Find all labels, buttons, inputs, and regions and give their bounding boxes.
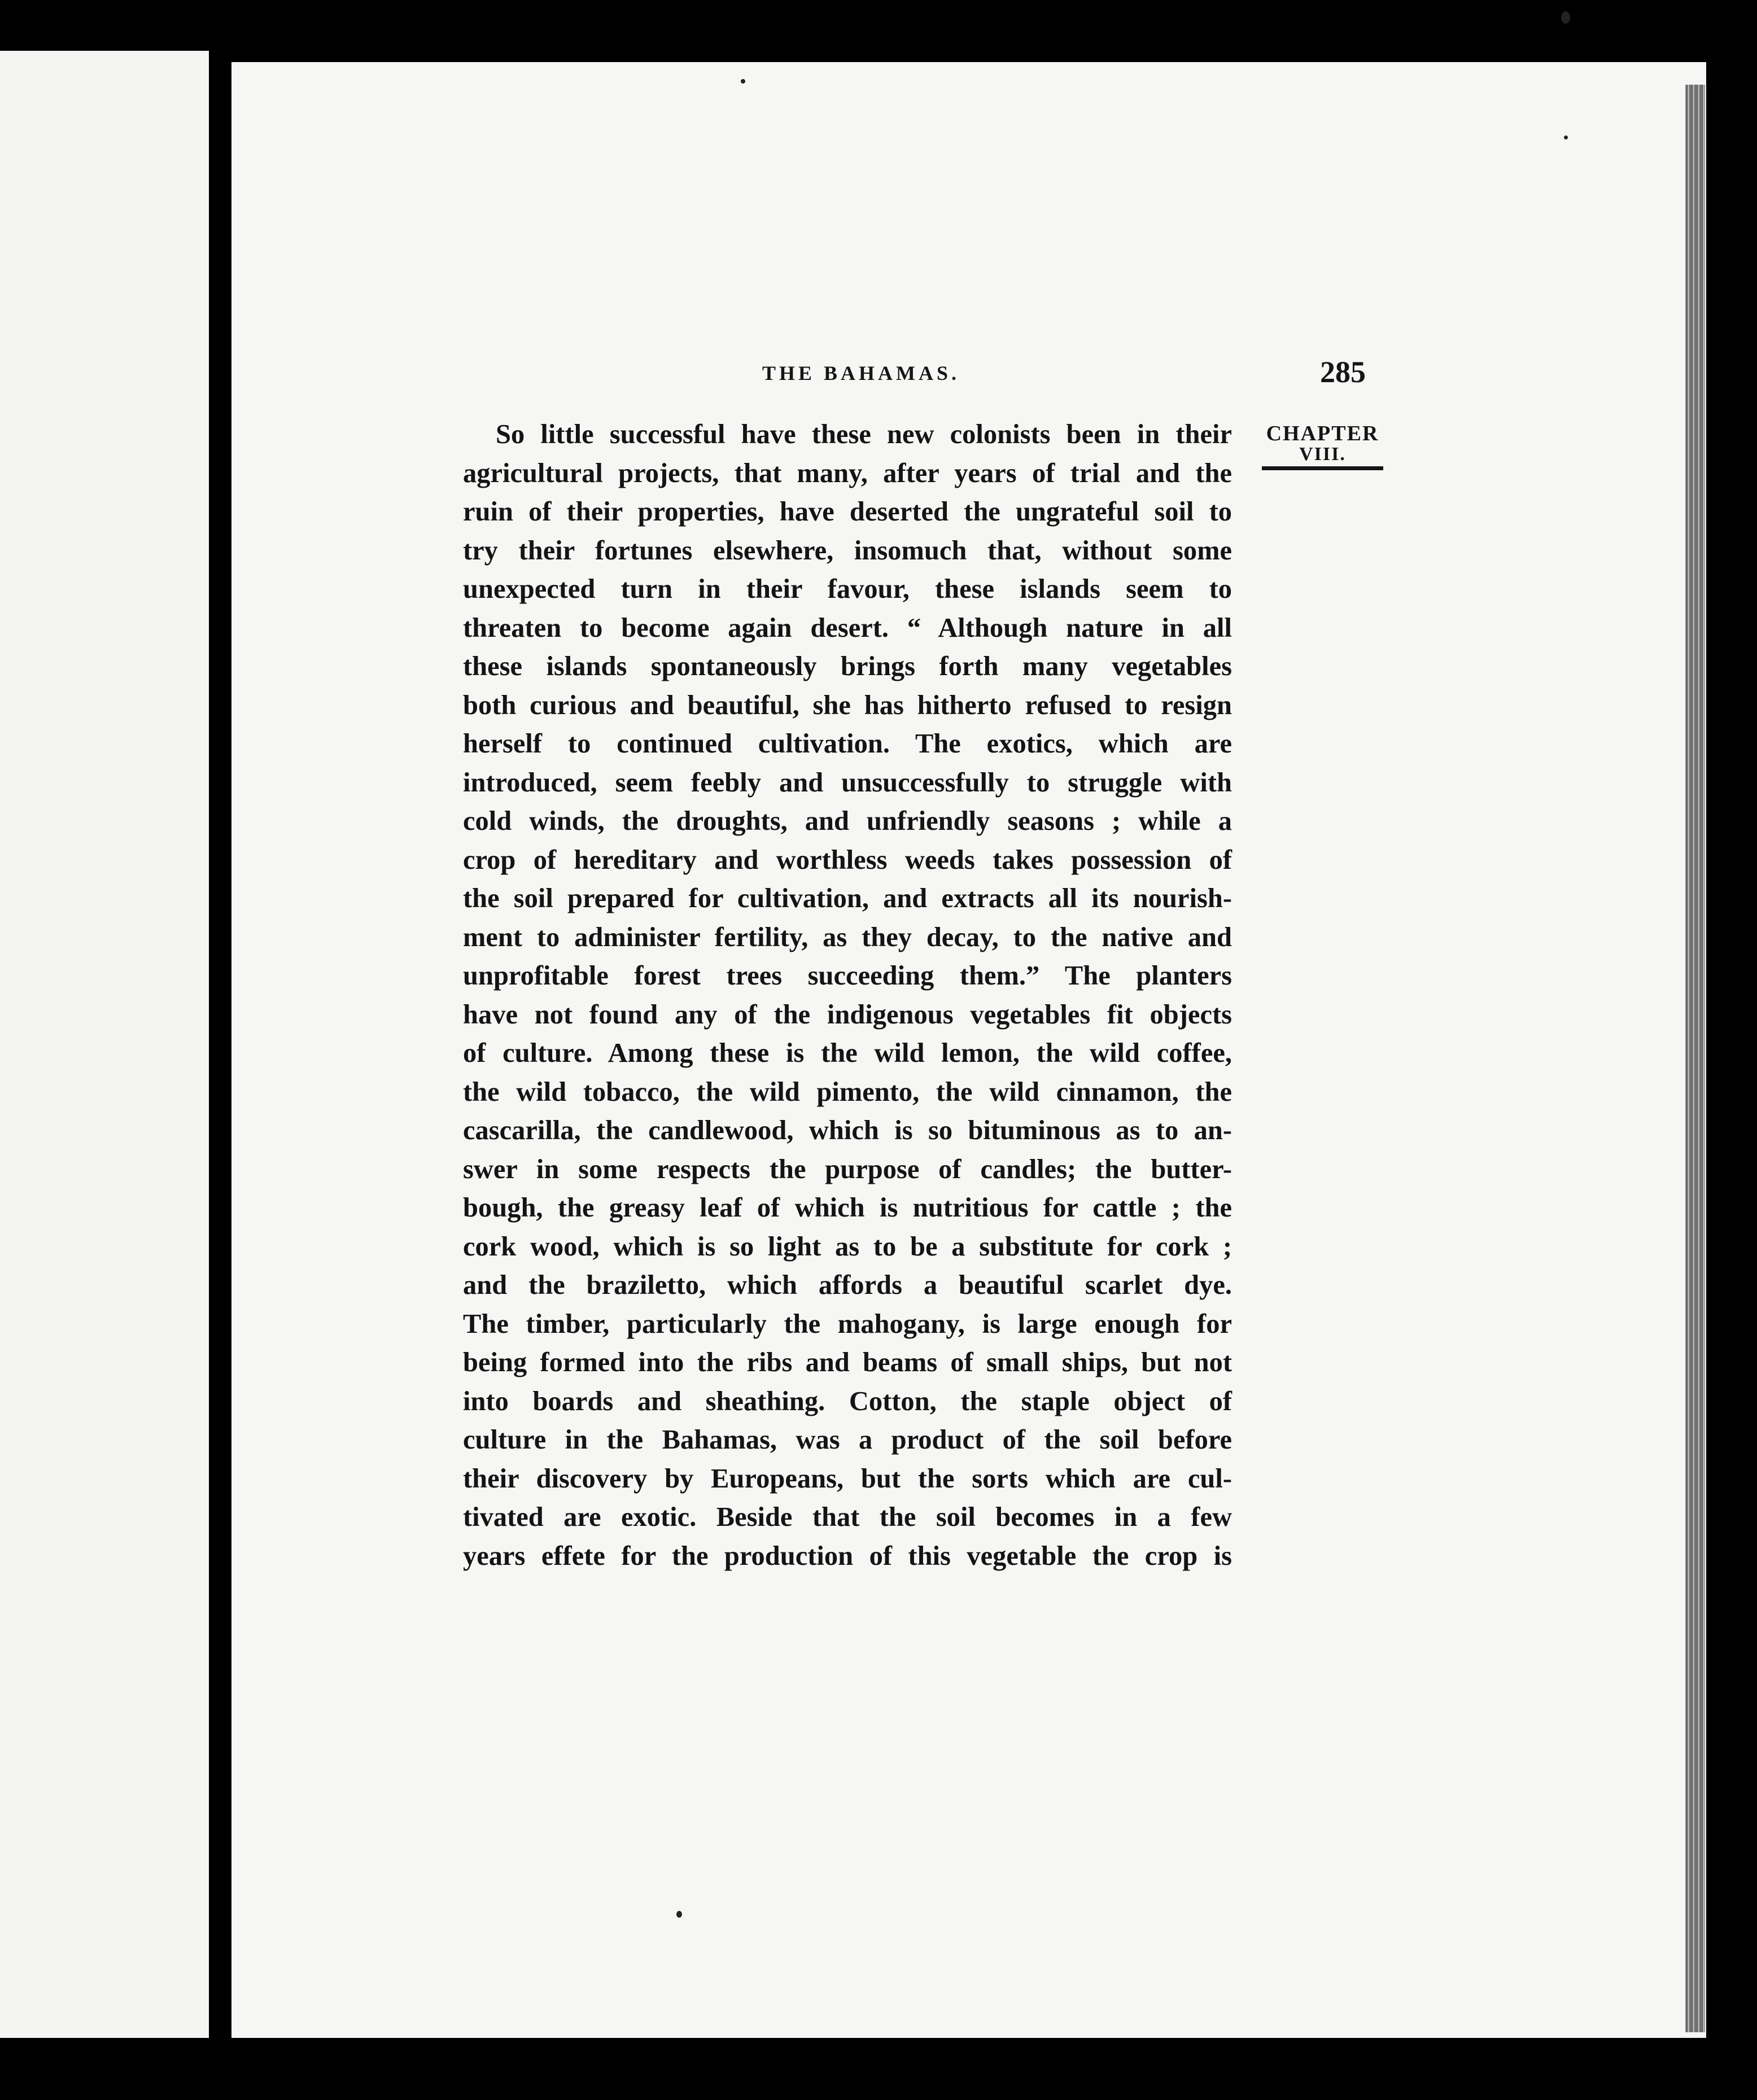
text-line: unprofitable forest trees succeeding them.” The planters [463, 961, 1232, 991]
text-line: So little successful have these new colonists been in their [496, 419, 1232, 449]
text-line: ruin of their properties, have deserted the ungrateful soil to [463, 497, 1232, 527]
text-line: cascarilla, the candlewood, which is so bituminous as to an- [463, 1115, 1232, 1145]
text-line: culture in the Bahamas, was a product of the soil before [463, 1425, 1232, 1455]
page-number: 285 [1320, 355, 1366, 389]
chapter-rule [1262, 466, 1383, 470]
scan-speck [741, 79, 745, 84]
scan-speck [676, 1911, 682, 1918]
text-line: their discovery by Europeans, but the sorts which are cul- [463, 1463, 1232, 1494]
body-text [463, 415, 1232, 1576]
text-line: the soil prepared for cultivation, and extracts all its nourish- [463, 883, 1232, 913]
text-line: bough, the greasy leaf of which is nutritious for cattle ; the [463, 1193, 1232, 1223]
text-line: of culture. Among these is the wild lemon, the wild coffee, [463, 1038, 1232, 1068]
text-line: The timber, particularly the mahogany, is large enough for [463, 1309, 1232, 1339]
page-edge-shading [1685, 85, 1705, 2032]
scan-speck [1561, 11, 1570, 24]
text-line: ment to administer fertility, as they decay, to the native and [463, 922, 1232, 952]
text-line: tivated are exotic. Beside that the soil becomes in a few [463, 1502, 1232, 1532]
text-line: years effete for the production of this vegetable the crop is [463, 1541, 1232, 1571]
text-line: both curious and beautiful, she has hitherto refused to resign [463, 690, 1232, 720]
text-line: being formed into the ribs and beams of small ships, but not [463, 1348, 1232, 1377]
text-line: unexpected turn in their favour, these islands seem to [463, 574, 1232, 604]
text-line: introduced, seem feebly and unsuccessfully to struggle with [463, 767, 1232, 798]
running-head: THE BAHAMAS. [762, 362, 960, 384]
text-line: these islands spontaneously brings forth many vegetables [463, 651, 1232, 681]
text-line: swer in some respects the purpose of candles; the butter- [463, 1154, 1232, 1184]
chapter-label: CHAPTER [1266, 422, 1379, 445]
text-line: threaten to become again desert. “ Although nature in all [463, 613, 1232, 643]
text-line: agricultural projects, that many, after years of trial and the [463, 458, 1232, 488]
text-line: the wild tobacco, the wild pimento, the wild cinnamon, the [463, 1077, 1232, 1107]
text-line: into boards and sheathing. Cotton, the staple object of [463, 1386, 1232, 1416]
margin-note [1262, 422, 1383, 470]
text-line: cork wood, which is so light as to be a substitute for cork ; [463, 1231, 1232, 1262]
text-line: crop of hereditary and worthless weeds takes possession of [463, 845, 1232, 875]
text-line: have not found any of the indigenous vegetables fit objects [463, 999, 1232, 1030]
scan-speck [1564, 135, 1568, 139]
text-line: herself to continued cultivation. The exotics, which are [463, 729, 1232, 759]
text-line: try their fortunes elsewhere, insomuch that, without some [463, 535, 1232, 566]
chapter-number: VIII. [1299, 444, 1346, 465]
text-line: and the braziletto, which affords a beautiful scarlet dye. [463, 1270, 1232, 1300]
text-line: cold winds, the droughts, and unfriendly seasons ; while a [463, 806, 1232, 836]
facing-page [0, 51, 209, 2038]
